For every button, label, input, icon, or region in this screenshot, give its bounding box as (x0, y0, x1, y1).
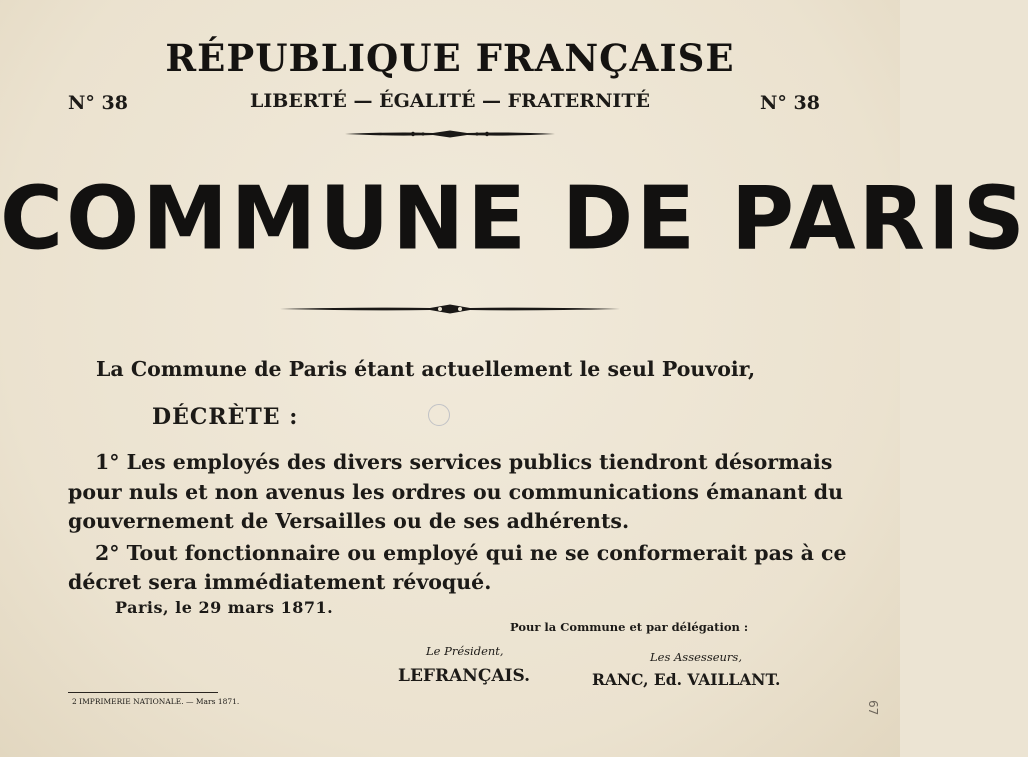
article-1-line-2: pour nuls et non avenus les ordres ou communications émanant du (68, 480, 844, 504)
president-signature: LEFRANÇAIS. (398, 666, 531, 686)
motto: LIBERTÉ — ÉGALITÉ — FRATERNITÉ (250, 90, 650, 112)
ornament-rule-bottom (0, 302, 900, 316)
printer-imprint: 2 IMPRIMERIE NATIONALE. — Mars 1871. (72, 697, 240, 706)
poster-number-right: N° 38 (760, 92, 820, 114)
article-1-line-1: 1° Les employés des divers services publics tiendront désormais (95, 450, 833, 474)
archive-number: 67 (866, 700, 880, 716)
poster-number-left: N° 38 (68, 92, 128, 114)
article-2-line-1: 2° Tout fonctionnaire ou employé qui ne se conformerait pas à ce (95, 541, 847, 565)
decree-heading: DÉCRÈTE : (152, 404, 299, 430)
imprint-rule (68, 692, 218, 693)
assessors-role: Les Assesseurs, (650, 650, 742, 664)
ornament-rule-top (0, 128, 900, 140)
republic-heading: RÉPUBLIQUE FRANÇAISE (165, 36, 735, 80)
article-1-line-3: gouvernement de Versailles ou de ses adhérents. (68, 509, 630, 533)
president-role: Le Président, (426, 644, 504, 658)
article-2-line-2: décret sera immédiatement révoqué. (68, 570, 492, 594)
delegation-line: Pour la Commune et par délégation : (510, 620, 749, 634)
assessors-signature: RANC, Ed. VAILLANT. (592, 670, 781, 689)
intro-text: La Commune de Paris étant actuellement le seul Pouvoir, (96, 357, 756, 381)
decree-date: Paris, le 29 mars 1871. (115, 598, 334, 617)
archive-stamp-mark (428, 404, 450, 426)
main-title: COMMUNE DE PARIS (0, 168, 1028, 270)
